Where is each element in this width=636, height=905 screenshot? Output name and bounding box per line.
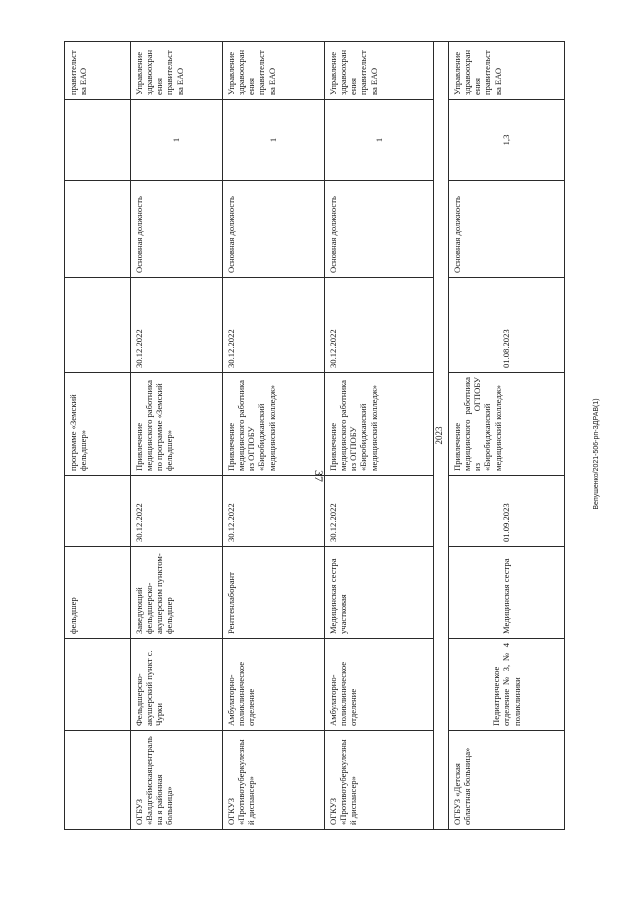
cell-org [65,731,131,830]
cell-responsible: Управление здравоохран ения правительст ва ЕАО [449,42,565,100]
cell-kind: Основная должность [131,181,223,278]
cell-date-to: 01.08.2023 [449,278,565,373]
table-row [131,42,223,830]
cell-unit [65,639,131,731]
cell-kind: Основная должность [325,181,434,278]
cell-rate [65,100,131,181]
cell-unit: Амбулаторно-поликлиническое отделение [223,639,325,731]
cell-measure: Привлечение медицинского работника из ОГПОБУ «Биробиджанский медицинский колледж» [325,373,434,476]
cell-date-to: 30.12.2022 [223,278,325,373]
cell-measure: Привлечение медицинского работника из ОГПОБУ «Биробиджанский медицинский колледж» [449,373,565,476]
cell-responsible: правительст ва ЕАО [65,42,131,100]
cell-position: Рентгенлаборант [223,547,325,639]
cell-kind: Основная должность [223,181,325,278]
cell-measure: программе «Земский фельдшер» [65,373,131,476]
cell-date-to: 30.12.2022 [131,278,223,373]
cell-position: Медицинская сестра [449,547,565,639]
cell-date-from [65,476,131,547]
cell-kind: Основная должность [449,181,565,278]
table-row-continued [65,42,131,830]
year-separator-row [434,42,449,830]
cell-position: фельдшер [65,547,131,639]
year-label: 2023 [434,426,444,445]
staffing-table [64,41,565,830]
cell-rate: 1 [223,100,325,181]
cell-date-from: 01.09.2023 [449,476,565,547]
cell-measure: Привлечение медицинского работника из ОГПОБУ «Биробиджанский медицинский колледж» [223,373,325,476]
cell-org: ОГБУЗ «Детская областная больница» [449,731,565,830]
cell-unit: Фельдшерско-акушерский пункт с. Чурки [131,639,223,731]
table-row [223,42,325,830]
cell-position: Медицинская сестра участковая [325,547,434,639]
cell-measure: Привлечение медицинского работника по программе «Земский фельдшер» [131,373,223,476]
page-number: 37 [312,470,326,482]
cell-date-to [65,278,131,373]
cell-responsible: Управление здравоохран ения правительст ва ЕАО [325,42,434,100]
cell-date-from: 30.12.2022 [325,476,434,547]
cell-responsible: Управление здравоохран ения правительст ва ЕАО [223,42,325,100]
document-footer-note: Вепушенко/2021-506-рп-ЗДРАВ(1) [593,398,600,510]
cell-rate: 1 [131,100,223,181]
rotated-table-wrapper [64,42,562,830]
cell-responsible: Управление здравоохран ения правительст ва ЕАО [131,42,223,100]
cell-date-to: 30.12.2022 [325,278,434,373]
table-row [449,42,565,830]
cell-org: ОГБУЗ «Валдгеймскаяцентральна я районная больница» [131,731,223,830]
cell-date-from: 30.12.2022 [223,476,325,547]
cell-kind [65,181,131,278]
cell-org: ОГКУЗ «Противотуберкулезный диспансер» [325,731,434,830]
cell-org: ОГКУЗ «Противотуберкулезный диспансер» [223,731,325,830]
cell-position: Заведующий фельдшерско-акушерским пунктом-фельдшер [131,547,223,639]
cell-date-from: 30.12.2022 [131,476,223,547]
table-row [325,42,434,830]
cell-unit: Амбулаторно-поликлиническое отделение [325,639,434,731]
cell-rate: 1 [325,100,434,181]
year-cell [434,42,449,830]
cell-rate: 1,3 [449,100,565,181]
cell-unit: Педиатрическое отделение № 3, № 4 поликлиники [449,639,565,731]
